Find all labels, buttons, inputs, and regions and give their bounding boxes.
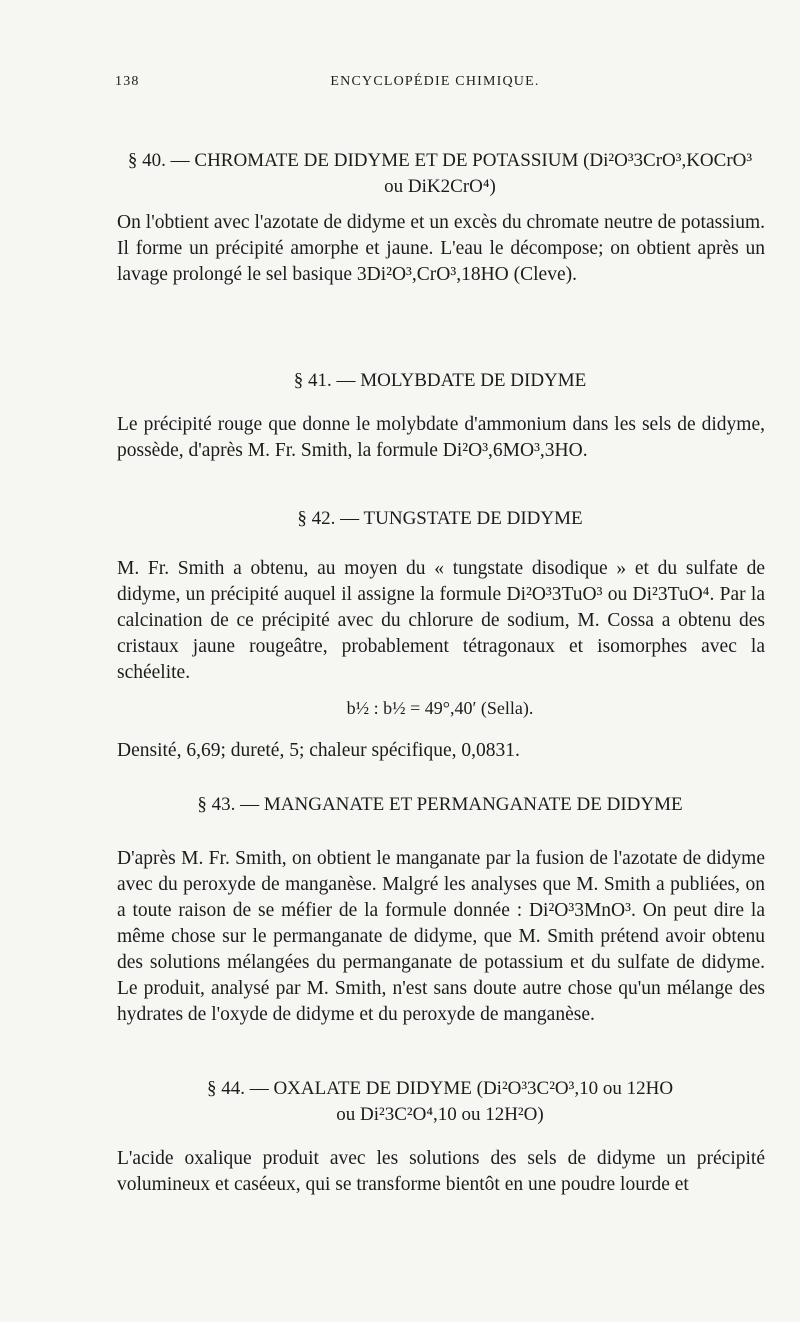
section-41-heading: § 41. — MOLYBDATE DE DIDYME (293, 370, 587, 391)
section-44-heading-line1: § 44. — OXALATE DE DIDYME (Di²O³3C²O³,10 ou 12HO (206, 1078, 674, 1099)
running-title: ENCYCLOPÉDIE CHIMIQUE. (330, 74, 540, 89)
section-40-paragraph: On l'obtient avec l'azotate de didyme et un excès du chromate neutre de potassium. Il forme un précipité amorphe et jaune. L'eau le décompose; on obtient après un lavage prolongé le sel basique 3Di²O³,CrO³,18HO (Cleve). (117, 212, 765, 285)
section-40-heading-line2: ou DiK2CrO⁴) (384, 176, 496, 197)
section-43-paragraph: D'après M. Fr. Smith, on obtient le manganate par la fusion de l'azotate de didyme avec du peroxyde de manganèse. Malgré les analyses que M. Smith a publiées, on a toute raison de se méfier de la formule donnée : Di²O³3MnO³. On peut dire la même chose sur le permanganate de didyme, que M. Smith prétend avoir obtenu des solutions mélangées du permanganate de potassium et du sulfate de didyme. Le produit, analysé par M. Smith, n'est sans doute autre chose qu'un mélange des hydrates de l'oxyde de didyme et du peroxyde de manganèse. (117, 848, 765, 1025)
running-head (115, 74, 755, 98)
section-40-heading-line1: § 40. — CHROMATE DE DIDYME ET DE POTASSIUM (Di²O³3CrO³,KOCrO³ (127, 150, 753, 171)
section-42-paragraph: M. Fr. Smith a obtenu, au moyen du « tungstate disodique » et du sulfate de didyme, un précipité auquel il assigne la formule Di²O³3TuO³ ou Di²3TuO⁴. Par la calcination de ce précipité avec du chlorure de sodium, M. Cossa a obtenu des cristaux jaune rougeâtre, probablement tétragonaux et isomorphes avec la schéelite. (117, 558, 765, 683)
section-44-paragraph: L'acide oxalique produit avec les solutions des sels de didyme un précipité volumineux et caséeux, qui se transforme bientôt en une poudre lourde et (117, 1148, 765, 1195)
page-number: 138 (115, 74, 140, 89)
section-43-heading: § 43. — MANGANATE ET PERMANGANATE DE DIDYME (197, 794, 683, 815)
section-42-formula: b½ : b½ = 49°,40′ (Sella). (346, 698, 534, 718)
section-40-heading (115, 148, 765, 200)
section-44-heading (115, 1076, 765, 1128)
section-42-properties: Densité, 6,69; dureté, 5; chaleur spécifique, 0,0831. (117, 740, 520, 761)
section-44-heading-line2: ou Di²3C²O⁴,10 ou 12H²O) (336, 1104, 544, 1125)
section-42-heading: § 42. — TUNGSTATE DE DIDYME (297, 508, 583, 529)
section-41-paragraph: Le précipité rouge que donne le molybdate d'ammonium dans les sels de didyme, possède, d'après M. Fr. Smith, la formule Di²O³,6MO³,3HO. (117, 414, 765, 461)
